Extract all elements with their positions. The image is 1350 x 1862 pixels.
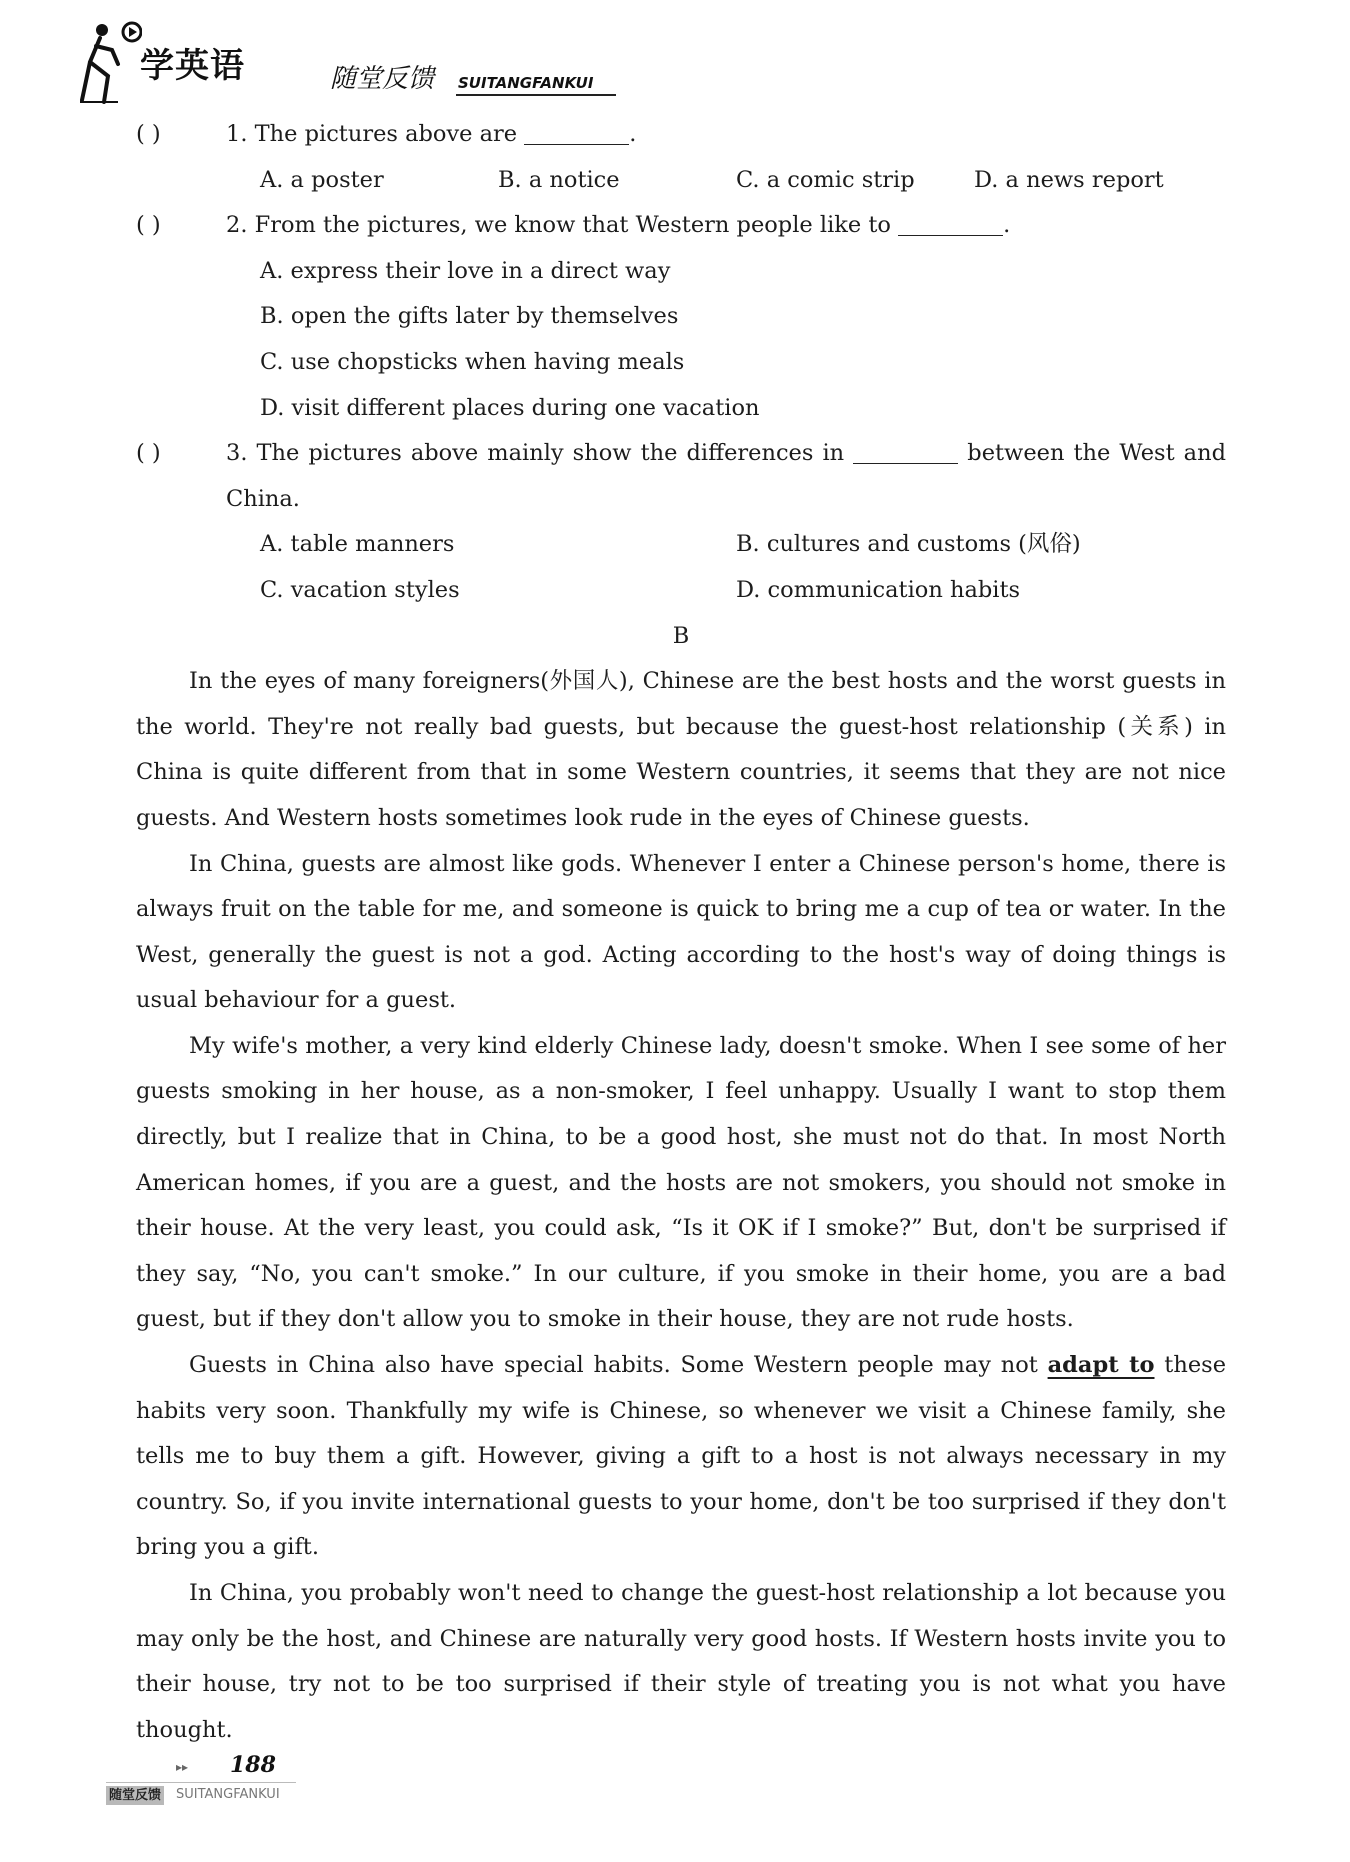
header-script-title: 随堂反馈: [330, 64, 435, 94]
header-latin-title: SUITANGFANKUI: [458, 74, 594, 92]
answer-blank: [898, 209, 1003, 236]
highlighted-phrase: adapt to: [1047, 1352, 1155, 1379]
question-number: 3.: [226, 440, 248, 467]
section-b-heading: B: [672, 622, 690, 649]
footer-badge: 随堂反馈: [106, 1786, 164, 1805]
question-text: 1. The pictures above are .: [226, 112, 1226, 158]
page-content: [136, 112, 1226, 1753]
header-title: 学英语: [140, 46, 245, 86]
question-text: [226, 431, 1226, 522]
option-a: A. a poster: [260, 166, 384, 193]
question-3-options: [260, 522, 1226, 613]
passage-paragraph-2: In China, guests are almost like gods. Whenever I enter a Chinese person's home, there is always fruit on the table for me, and someone is quick to bring me a cup of tea or water. In the West, generally the guest is not a god. Acting according to the host's way of doing things is usual behaviour for a guest.: [136, 850, 1226, 1014]
question-2-option-c: C. use chopsticks when having meals: [260, 348, 685, 375]
question-text: 2. From the pictures, we know that Western people like to .: [226, 203, 1226, 249]
question-1: [136, 112, 1226, 158]
answer-paren[interactable]: ( ): [136, 212, 161, 239]
answer-paren[interactable]: ( ): [136, 121, 161, 147]
page-number: 188: [230, 1752, 276, 1778]
question-2-option-b: B. open the gifts later by themselves: [260, 303, 679, 330]
question-stem: From the pictures, we know that Western people like to: [254, 212, 891, 239]
option-b: B. cultures and customs (风俗): [736, 531, 1081, 558]
question-stem-end: between the West and China.: [226, 440, 1226, 512]
question-2-option-a: A. express their love in a direct way: [260, 257, 671, 284]
question-stem: The pictures above are: [254, 121, 518, 147]
arrow-icon: ▸▸: [176, 1760, 189, 1774]
option-b: B. a notice: [498, 166, 620, 193]
footer-rule: [106, 1782, 296, 1783]
question-number: 2.: [226, 212, 248, 239]
runner-logo-icon: [78, 20, 142, 106]
option-c: C. vacation styles: [260, 576, 460, 603]
option-d: D. communication habits: [736, 576, 1021, 603]
question-2: [136, 203, 1226, 249]
passage-paragraph-4: Guests in China also have special habits. Some Western people may not adapt to these habits very soon. Thankfully my wife is Chinese, so whenever we visit a Chinese family, she tells me to buy them a gift. However, giving a gift to a host is not always necessary in my country. So, if you invite international guests to your home, don't be too surprised if they don't bring you a gift.: [136, 1352, 1227, 1561]
option-d: D. a news report: [974, 166, 1164, 193]
answer-paren[interactable]: ( ): [136, 440, 161, 467]
passage-paragraph-3: My wife's mother, a very kind elderly Chinese lady, doesn't smoke. When I see some of her guests smoking in her house, as a non-smoker, I feel unhappy. Usually I want to stop them directly, but I realize that in China, to be a good host, she must not do that. In most North American homes, if you are a guest, and the hosts are not smokers, you should not smoke in their house. At the very least, you could ask, “Is it OK if I smoke?” But, don't be surprised if they say, “No, you can't smoke.” In our culture, if you smoke in their home, you are a bad guest, but if they don't allow you to smoke in their house, they are not rude hosts.: [136, 1032, 1226, 1333]
header-rule: [456, 94, 616, 96]
passage-paragraph-1: In the eyes of many foreigners(外国人), Chinese are the best hosts and the worst guests in the world. They're not really bad guests, but because the guest-host relationship (关系) in China is quite different from that in some Western countries, it seems that they are not nice guests. And Western hosts sometimes look rude in the eyes of Chinese guests.: [136, 668, 1226, 831]
answer-blank: [853, 437, 958, 464]
question-2-option-d: D. visit different places during one vacation: [260, 394, 760, 421]
footer-latin: SUITANGFANKUI: [176, 1787, 280, 1802]
page-header: [78, 14, 594, 110]
option-a: A. table manners: [260, 531, 455, 558]
answer-blank: [524, 118, 629, 145]
question-1-options: [260, 158, 1226, 204]
question-stem: The pictures above mainly show the differences in: [256, 440, 845, 467]
passage-paragraph-5: In China, you probably won't need to change the guest-host relationship a lot because you may only be the host, and Chinese are naturally very good hosts. If Western hosts invite you to their house, try not to be too surprised if their style of treating you is not what you have thought.: [136, 1580, 1226, 1743]
question-number: 1.: [226, 121, 248, 147]
question-3: [136, 431, 1226, 522]
option-c: C. a comic strip: [736, 166, 915, 193]
page-footer: [106, 1752, 306, 1812]
